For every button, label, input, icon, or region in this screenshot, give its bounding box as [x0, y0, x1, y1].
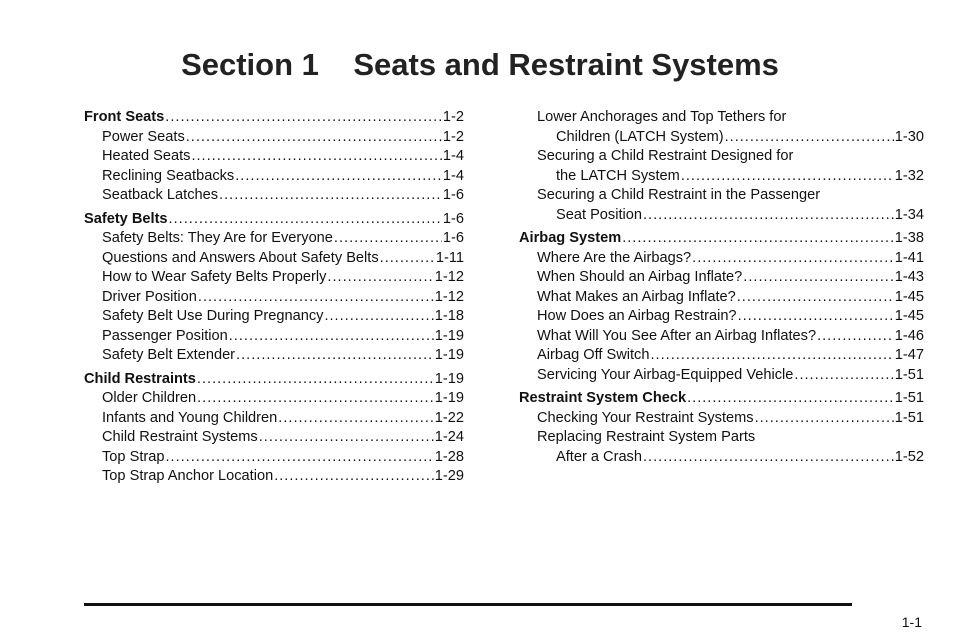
toc-entry-label: Lower Anchorages and Top Tethers for	[537, 109, 787, 125]
dot-leader	[191, 147, 441, 167]
dot-leader	[681, 167, 894, 187]
toc-entry-label: Passenger Position	[102, 327, 228, 344]
toc-entry[interactable]	[519, 346, 924, 366]
toc-entry-label: Where Are the Airbags?	[537, 249, 692, 266]
toc-entry-label: Heated Seats	[102, 148, 191, 164]
toc-entry[interactable]	[519, 268, 924, 288]
toc-entry-label: Safety Belt Extender	[102, 347, 236, 363]
page-number: 1-1	[901, 614, 922, 630]
dot-leader	[725, 128, 894, 148]
toc-entry-page: 1-34	[894, 206, 924, 223]
toc-entry[interactable]	[519, 147, 924, 167]
toc-entry[interactable]	[519, 167, 924, 187]
toc-entry-page: 1-43	[894, 269, 924, 285]
toc-entry-page: 1-2	[442, 109, 464, 125]
dot-leader	[165, 108, 442, 128]
toc-entry-page: 1-46	[894, 327, 924, 344]
dot-leader	[817, 327, 894, 347]
toc-entry-page: 1-52	[894, 448, 924, 465]
dot-leader	[197, 389, 434, 409]
toc-entry-label: Older Children	[102, 390, 197, 406]
dot-leader	[794, 366, 893, 386]
toc-entry[interactable]	[519, 428, 924, 448]
toc-entry-page: 1-30	[894, 128, 924, 145]
toc-entry-label: Securing a Child Restraint Designed for	[537, 148, 794, 164]
toc-entry[interactable]	[519, 327, 924, 347]
toc-entry-label: How Does an Airbag Restrain?	[537, 308, 737, 324]
toc-entry[interactable]	[519, 186, 924, 206]
toc-entry-page: 1-22	[434, 409, 464, 426]
toc-entry-label: Questions and Answers About Safety Belts	[102, 249, 379, 266]
toc-entry[interactable]	[84, 389, 464, 409]
toc-section-heading[interactable]	[84, 108, 464, 128]
toc-entry-label: Front Seats	[84, 109, 165, 125]
toc-entry-label: Reclining Seatbacks	[102, 167, 235, 184]
toc-entry[interactable]	[84, 467, 464, 487]
toc-entry-page: 1-38	[894, 230, 924, 246]
section-title: Section 1 Seats and Restraint Systems	[181, 47, 779, 82]
toc-entry[interactable]	[84, 428, 464, 448]
toc-entry-page: 1-6	[442, 210, 464, 227]
toc-entry[interactable]	[519, 206, 924, 226]
dot-leader	[738, 307, 894, 327]
toc-entry-page: 1-4	[442, 148, 464, 164]
dot-leader	[165, 448, 433, 468]
dot-leader	[278, 409, 434, 429]
toc-entry[interactable]	[519, 108, 924, 128]
toc-entry-label: Servicing Your Airbag-Equipped Vehicle	[537, 366, 794, 383]
toc-entry[interactable]	[519, 409, 924, 429]
dot-leader	[755, 409, 894, 429]
toc-section-heading[interactable]	[519, 229, 924, 249]
toc-entry-label: Seatback Latches	[102, 187, 219, 203]
toc-entry[interactable]	[519, 307, 924, 327]
toc-entry[interactable]	[84, 229, 464, 249]
toc-entry-label: Seat Position	[556, 206, 642, 223]
toc-entry-page: 1-18	[434, 308, 464, 324]
dot-leader	[219, 186, 442, 206]
toc-entry-label: Safety Belt Use During Pregnancy	[102, 308, 324, 324]
toc-section-heading[interactable]	[519, 389, 924, 409]
dot-leader	[197, 370, 434, 390]
toc-entry[interactable]	[84, 147, 464, 167]
toc-entry-label: After a Crash	[556, 448, 642, 465]
dot-leader	[327, 268, 433, 288]
toc-entry[interactable]	[519, 288, 924, 308]
toc-entry-label: Replacing Restraint System Parts	[537, 429, 756, 445]
toc-entry-page: 1-32	[894, 167, 924, 184]
toc-entry-page: 1-24	[434, 429, 464, 445]
toc-entry-page: 1-12	[434, 269, 464, 285]
toc-entry-page: 1-2	[442, 128, 464, 145]
toc-entry-label: Children (LATCH System)	[556, 128, 724, 145]
toc-entry[interactable]	[84, 128, 464, 148]
toc-entry-page: 1-47	[894, 347, 924, 363]
toc-entry[interactable]	[519, 249, 924, 269]
toc-entry-label: Securing a Child Restraint in the Passenger	[537, 187, 821, 203]
toc-entry[interactable]	[84, 327, 464, 347]
toc-entry-page: 1-45	[894, 288, 924, 305]
dot-leader	[274, 467, 434, 487]
toc-entry-page: 1-45	[894, 308, 924, 324]
toc-entry[interactable]	[519, 448, 924, 468]
dot-leader	[235, 167, 442, 187]
dot-leader	[334, 229, 442, 249]
toc-entry-page: 1-11	[435, 249, 464, 266]
toc-entry-page: 1-29	[434, 468, 464, 484]
toc-entry-page: 1-4	[442, 167, 464, 184]
toc-entry-page: 1-51	[894, 366, 924, 383]
toc-entry-label: Safety Belts: They Are for Everyone	[102, 230, 333, 246]
toc-entry-label: Safety Belts	[84, 210, 168, 227]
toc-entry-page: 1-6	[442, 230, 464, 246]
dot-leader	[380, 249, 435, 269]
toc-entry-label: Airbag Off Switch	[537, 347, 650, 363]
toc-left-column	[84, 108, 464, 487]
dot-leader	[324, 307, 433, 327]
toc-entry-page: 1-12	[434, 288, 464, 305]
toc-entry-label: Driver Position	[102, 288, 197, 305]
toc-entry-label: Airbag System	[519, 230, 622, 246]
dot-leader	[186, 128, 442, 148]
toc-entry[interactable]	[84, 346, 464, 366]
toc-entry[interactable]	[519, 366, 924, 386]
toc-entry-label: How to Wear Safety Belts Properly	[102, 269, 327, 285]
toc-entry[interactable]	[84, 268, 464, 288]
toc-entry-page: 1-19	[434, 347, 464, 363]
toc-entry-page: 1-51	[894, 409, 924, 426]
toc-entry[interactable]	[84, 288, 464, 308]
toc-entry-label: What Makes an Airbag Inflate?	[537, 288, 736, 305]
toc-entry[interactable]	[84, 448, 464, 468]
toc-entry[interactable]	[84, 307, 464, 327]
dot-leader	[743, 268, 894, 288]
toc-entry-page: 1-19	[434, 390, 464, 406]
toc-entry[interactable]	[84, 249, 464, 269]
dot-leader	[622, 229, 894, 249]
toc-entry-label: the LATCH System	[556, 167, 680, 184]
toc-entry-label: Power Seats	[102, 128, 185, 145]
dot-leader	[169, 210, 442, 230]
toc-entry[interactable]	[84, 167, 464, 187]
toc-entry-label: Top Strap Anchor Location	[102, 468, 274, 484]
dot-leader	[236, 346, 434, 366]
toc-entry-label: Top Strap	[102, 448, 165, 465]
toc-entry[interactable]	[84, 409, 464, 429]
toc-entry-label: When Should an Airbag Inflate?	[537, 269, 743, 285]
toc-entry[interactable]	[519, 128, 924, 148]
toc-entry-label: Infants and Young Children	[102, 409, 278, 426]
toc-entry-page: 1-19	[434, 370, 464, 387]
toc-entry-page: 1-6	[442, 187, 464, 203]
dot-leader	[692, 249, 894, 269]
toc-entry-label: What Will You See After an Airbag Inflates?	[537, 327, 817, 344]
dot-leader	[643, 448, 894, 468]
dot-leader	[650, 346, 893, 366]
toc-entry-label: Child Restraints	[84, 370, 196, 387]
toc-right-column	[519, 108, 924, 467]
dot-leader	[737, 288, 894, 308]
toc-entry-page: 1-28	[434, 448, 464, 465]
dot-leader	[198, 288, 434, 308]
footer-rule	[84, 603, 852, 606]
dot-leader	[229, 327, 434, 347]
toc-entry-label: Checking Your Restraint Systems	[537, 409, 754, 426]
toc-entry-label: Restraint System Check	[519, 390, 687, 406]
toc-entry-label: Child Restraint Systems	[102, 429, 258, 445]
toc-section-heading[interactable]	[84, 210, 464, 230]
dot-leader	[643, 206, 894, 226]
toc-entry-page: 1-41	[894, 249, 924, 266]
toc-entry[interactable]	[84, 186, 464, 206]
toc-section-heading[interactable]	[84, 370, 464, 390]
dot-leader	[259, 428, 434, 448]
toc-entry-page: 1-51	[894, 390, 924, 406]
dot-leader	[687, 389, 894, 409]
toc-entry-page: 1-19	[434, 327, 464, 344]
